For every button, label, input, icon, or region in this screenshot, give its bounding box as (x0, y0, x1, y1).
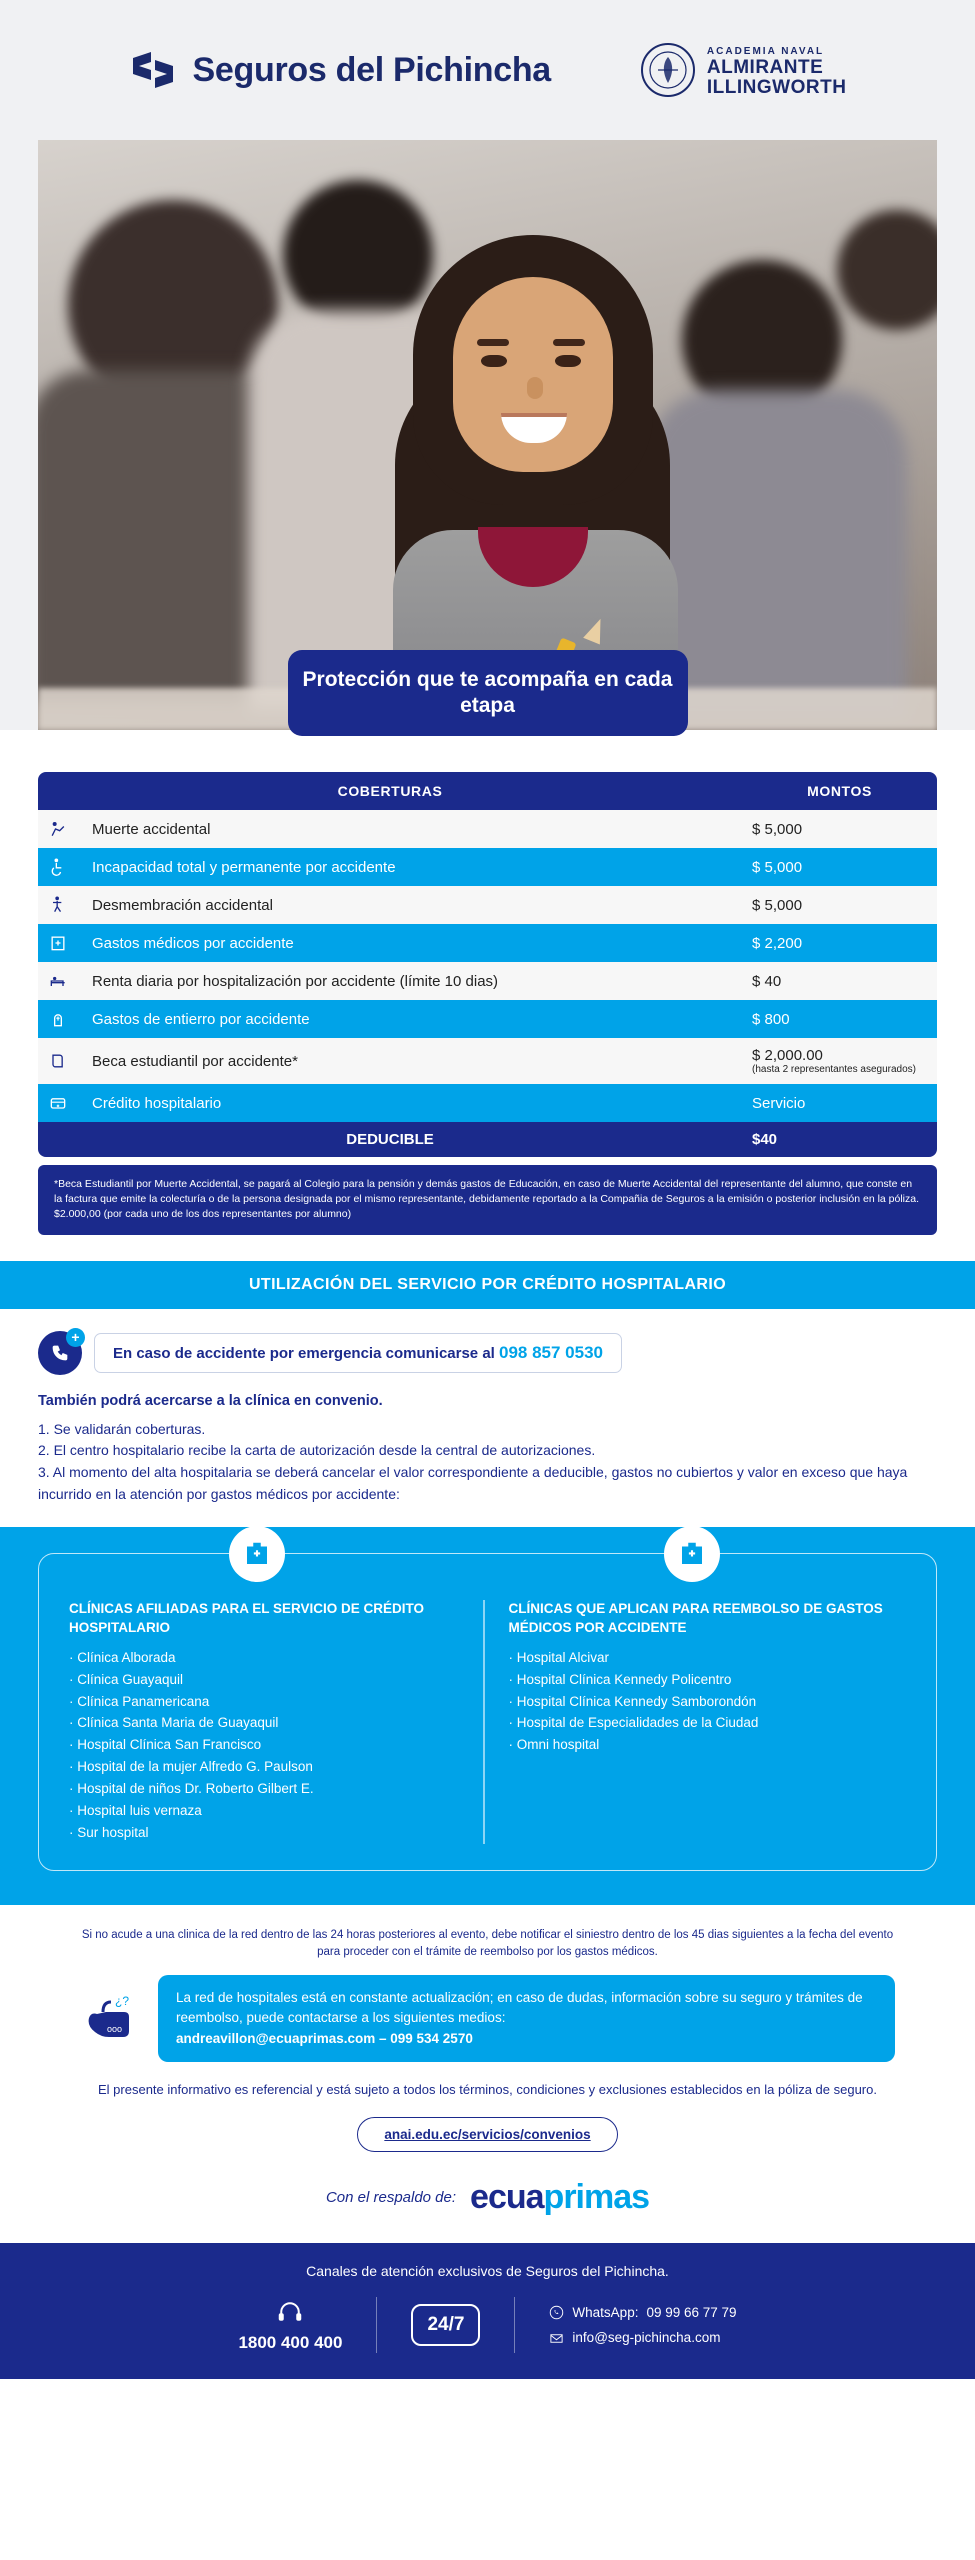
hospital-icon (38, 924, 82, 962)
background-student-4 (837, 210, 937, 330)
accident-icon (38, 810, 82, 848)
bed-icon (38, 962, 82, 1000)
clinics-right-list (509, 1647, 907, 1756)
table-row (38, 810, 937, 848)
list-item: · Hospital Clínica Kennedy Samborondón (509, 1691, 907, 1713)
legal-note: *Beca Estudiantil por Muerte Accidental, se pagará al Colegio para la pensión y demás gastos de Educación, en caso de Muerte Accidental del representante del alumno, que conste en la factura que emite la colecturía o de la persona designada por el mismo representante, debidamente reportado a la Compañia de Seguros a la emisión o posterior inclusión en la póliza. $2.000,00 (por cada uno de los dos representantes por alumno) (38, 1165, 937, 1235)
student-nose (527, 377, 543, 399)
footer-title: Canales de atención exclusivos de Seguros del Pichincha. (306, 2263, 669, 2280)
clinics-left-column (69, 1600, 485, 1843)
wheelchair-icon (38, 848, 82, 886)
list-item: · Hospital de la mujer Alfredo G. Paulson (69, 1756, 467, 1778)
hero-badge: Protección que te acompaña en cada etapa (288, 650, 688, 737)
step-1: 1. Se validarán coberturas. (38, 1420, 206, 1437)
list-item: · Clínica Alborada (69, 1647, 467, 1669)
student-eye-left (481, 355, 507, 367)
step-2: 2. El centro hospitalario recibe la carta de autorización desde la central de autorizaciones. (38, 1442, 596, 1459)
hero-section (0, 140, 975, 730)
table-row (38, 1000, 937, 1038)
emergency-text: En caso de accidente por emergencia comunicarse al (113, 1344, 495, 1362)
col-coberturas: COBERTURAS (38, 772, 742, 810)
callout-contact[interactable]: andreavillon@ecuaprimas.com – 099 534 2570 (176, 2030, 473, 2046)
row-label: Crédito hospitalario (82, 1084, 742, 1122)
coverage-table (38, 772, 937, 1157)
emergency-section (0, 1309, 975, 1375)
callout-row (80, 1975, 895, 2062)
notes-section (0, 1905, 975, 2244)
list-item: · Hospital de niños Dr. Roberto Gilbert E. (69, 1778, 467, 1800)
svg-text:ooo: ooo (107, 2024, 123, 2035)
badge-24-7: 24/7 (411, 2304, 480, 2346)
coverage-table-body (38, 810, 937, 1157)
list-item: · Hospital luis vernaza (69, 1800, 467, 1822)
link-button-wrap (80, 2099, 895, 2152)
question-hand-icon (80, 1992, 144, 2044)
page-footer (0, 2243, 975, 2379)
row-amount-value: $ 2,000.00 (752, 1047, 823, 1064)
list-item: · Hospital de Especialidades de la Ciudad (509, 1712, 907, 1734)
student-face (453, 277, 613, 472)
deducible-value: $40 (742, 1122, 937, 1157)
deducible-label: DEDUCIBLE (38, 1122, 742, 1157)
list-item: · Omni hospital (509, 1734, 907, 1756)
row-label: Beca estudiantil por accidente* (82, 1038, 742, 1084)
svg-text:¿?: ¿? (115, 1994, 130, 2009)
phone-icon (38, 1331, 82, 1375)
row-amount: $ 5,000 (742, 886, 937, 924)
row-label: Muerte accidental (82, 810, 742, 848)
background-student-2 (283, 180, 433, 330)
clinics-card (38, 1553, 937, 1870)
row-amount: Servicio (742, 1084, 937, 1122)
brand-seguros-del-pichincha (129, 48, 551, 92)
deducible-row (38, 1122, 937, 1157)
footer-divider-2 (514, 2297, 515, 2353)
row-amount: $ 2,200 (742, 924, 937, 962)
tomb-icon (38, 1000, 82, 1038)
table-row (38, 924, 937, 962)
convenios-link-button[interactable]: anai.edu.ec/servicios/convenios (357, 2117, 617, 2152)
list-item: · Hospital Alcivar (509, 1647, 907, 1669)
step-3: 3. Al momento del alta hospitalaria se deberá cancelar el valor correspondiente a deducible, gastos no cubiertos y valor en exceso que haya incurrido en la atención por gastos médicos por accidente: (38, 1464, 908, 1502)
email-address[interactable]: info@seg-pichincha.com (572, 2330, 721, 2346)
clinics-left-title: CLÍNICAS AFILIADAS PARA EL SERVICIO DE CRÉDITO HOSPITALARIO (69, 1601, 425, 1635)
hospital-building-icon (229, 1526, 285, 1582)
naval-line-2: ALMIRANTE (706, 57, 824, 79)
list-item: · Hospital Clínica Kennedy Policentro (509, 1669, 907, 1691)
clinic-subtitle: También podrá acercarse a la clínica en convenio. (38, 1392, 383, 1409)
hospital-building-icon-2 (664, 1526, 720, 1582)
student-smile (501, 413, 567, 443)
email-line[interactable] (549, 2325, 736, 2351)
respaldo-row (80, 2178, 895, 2243)
respaldo-text: Con el respaldo de: (325, 2189, 457, 2207)
student-eye-right (555, 355, 581, 367)
row-amount: $ 5,000 (742, 810, 937, 848)
footer-contact-block (549, 2300, 736, 2351)
pichincha-logo-icon (129, 48, 177, 92)
footer-row (38, 2297, 937, 2353)
table-row (38, 886, 937, 924)
row-amount: $ 800 (742, 1000, 937, 1038)
list-item: · Clínica Panamericana (69, 1691, 467, 1713)
col-montos: MONTOS (742, 772, 937, 810)
brand-academia-naval (641, 42, 847, 99)
row-amount (742, 1038, 937, 1084)
table-row (38, 1038, 937, 1084)
ecuaprimas-part-a: ecua (470, 2178, 544, 2217)
row-label: Incapacidad total y permanente por accidente (82, 848, 742, 886)
row-label: Gastos médicos por accidente (82, 924, 742, 962)
whatsapp-line[interactable] (549, 2300, 736, 2326)
table-row (38, 1084, 937, 1122)
clinics-left-list (69, 1647, 467, 1844)
row-amount: $ 40 (742, 962, 937, 1000)
clinics-section (0, 1527, 975, 1904)
list-item: · Clínica Santa Maria de Guayaquil (69, 1712, 467, 1734)
clinics-right-column (509, 1600, 907, 1843)
table-header-row (38, 772, 937, 810)
book-icon (38, 1038, 82, 1084)
ecuaprimas-part-b: primas (543, 2178, 650, 2217)
table-row (38, 962, 937, 1000)
naval-seal-icon (641, 43, 695, 97)
callout-box (158, 1975, 895, 2062)
credit-hospital-icon (38, 1084, 82, 1122)
student-brow-left (477, 339, 509, 346)
clinic-steps (38, 1419, 937, 1506)
section-bar-credito-hospitalario: UTILIZACIÓN DEL SERVICIO POR CRÉDITO HOSPITALARIO (0, 1261, 975, 1309)
whatsapp-label: WhatsApp: (572, 2304, 639, 2320)
ecuaprimas-logo (470, 2178, 649, 2217)
callout-text: La red de hospitales está en constante actualización; en caso de dudas, información sobre su seguro y trámites de reembolso, puede contactarse a los siguientes medios: (176, 1990, 863, 2026)
row-label: Renta diaria por hospitalización por accidente (límite 10 dias) (82, 962, 742, 1000)
row-label: Gastos de entierro por accidente (82, 1000, 742, 1038)
coverage-table-section (0, 730, 975, 1157)
naval-text (707, 42, 847, 99)
hero-photo (38, 140, 937, 730)
list-item: · Hospital Clínica San Francisco (69, 1734, 467, 1756)
footer-divider (376, 2297, 377, 2353)
emergency-box[interactable] (94, 1333, 622, 1373)
whatsapp-number[interactable]: 09 99 66 77 79 (646, 2304, 737, 2320)
naval-line-1: ACADEMIA NAVAL (706, 45, 825, 57)
mail-icon (549, 2331, 564, 2346)
whatsapp-icon (549, 2305, 564, 2320)
crutch-icon (38, 886, 82, 924)
note-small: Si no acude a una clinica de la red dentro de las 24 horas posteriores al evento, debe notificar el siniestro dentro de los 45 dias siguientes a la fecha del evento para proceder con el trámite de reembolso por los gastos médicos. (81, 1928, 894, 1958)
brand-name: Seguros del Pichincha (192, 50, 551, 89)
student-brow-right (553, 339, 585, 346)
headset-icon (275, 2297, 305, 2327)
row-amount-note: (hasta 2 representantes asegurados) (752, 1064, 916, 1075)
list-item: · Clínica Guayaquil (69, 1669, 467, 1691)
emergency-phone[interactable]: 098 857 0530 (499, 1342, 603, 1362)
footer-phone-block (238, 2297, 342, 2353)
list-item: · Sur hospital (69, 1822, 467, 1844)
emergency-row (38, 1331, 937, 1375)
row-amount: $ 5,000 (742, 848, 937, 886)
plus-badge-icon: + (66, 1328, 85, 1347)
clinics-right-title: CLÍNICAS QUE APLICAN PARA REEMBOLSO DE GASTOS MÉDICOS POR ACCIDENTE (508, 1601, 883, 1635)
page-header (0, 0, 975, 140)
disclaimer: El presente informativo es referencial y está sujeto a todos los términos, condiciones y exclusiones establecidos en la póliza de seguro. (98, 2081, 877, 2097)
naval-line-3: ILLINGWORTH (706, 77, 847, 99)
table-row (38, 848, 937, 886)
row-label: Desmembración accidental (82, 886, 742, 924)
footer-phone[interactable]: 1800 400 400 (238, 2333, 343, 2353)
